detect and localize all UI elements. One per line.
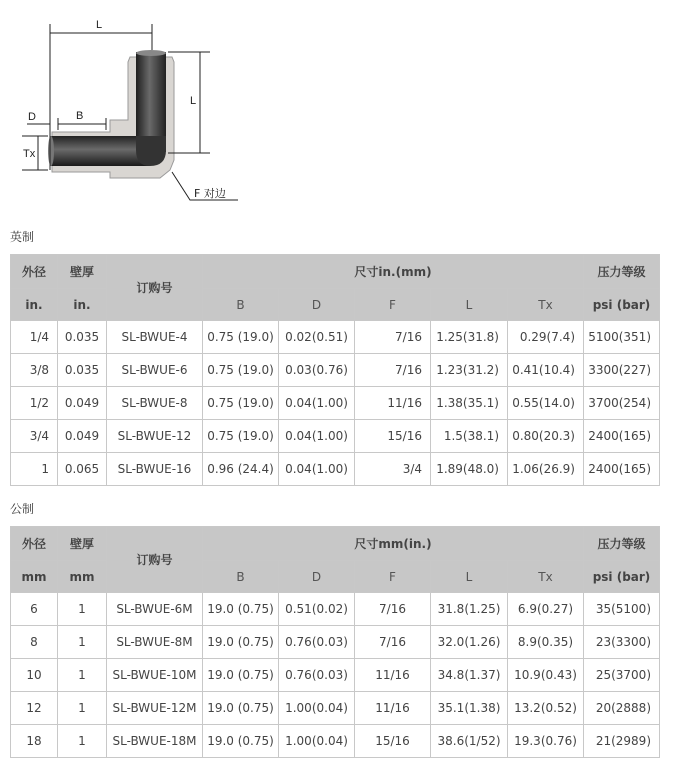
cell-d: 0.04(1.00): [279, 453, 355, 486]
header-dimensions: 尺寸in.(mm): [203, 255, 584, 289]
table-row: [11, 354, 660, 387]
cell-tx: 6.9(0.27): [508, 593, 584, 626]
cell-f: 7/16: [355, 354, 431, 387]
cell-f: 15/16: [355, 725, 431, 758]
table-row: [11, 725, 660, 758]
cell-od: 1/2: [11, 387, 58, 420]
horizontal-tube: [50, 136, 150, 166]
header-od: 外径: [11, 255, 58, 289]
label-D: D: [28, 111, 36, 123]
cell-f: 3/4: [355, 453, 431, 486]
cell-wall: 1: [58, 692, 107, 725]
cell-tx: 19.3(0.76): [508, 725, 584, 758]
cell-tx: 13.2(0.52): [508, 692, 584, 725]
cell-l: 34.8(1.37): [431, 659, 508, 692]
cell-tx: 8.9(0.35): [508, 626, 584, 659]
cell-b: 0.96 (24.4): [203, 453, 279, 486]
header-d: D: [279, 561, 355, 593]
table-row: [11, 420, 660, 453]
header-tx: Tx: [508, 289, 584, 321]
header-od-unit: mm: [11, 561, 58, 593]
table-row: [11, 659, 660, 692]
cell-l: 1.23(31.2): [431, 354, 508, 387]
cell-f: 11/16: [355, 659, 431, 692]
table-row: [11, 692, 660, 725]
cell-d: 0.02(0.51): [279, 321, 355, 354]
cell-od: 18: [11, 725, 58, 758]
cell-wall: 1: [58, 626, 107, 659]
tube-bend: [136, 136, 166, 166]
header-order-no: 订购号: [107, 527, 203, 593]
imperial-spec-table: [10, 254, 660, 486]
cell-od: 8: [11, 626, 58, 659]
cell-od: 1/4: [11, 321, 58, 354]
cell-tx: 1.06(26.9): [508, 453, 584, 486]
header-l: L: [431, 561, 508, 593]
cell-order: SL-BWUE-6M: [107, 593, 203, 626]
cell-d: 1.00(0.04): [279, 725, 355, 758]
header-wall: 壁厚: [58, 255, 107, 289]
cell-od: 12: [11, 692, 58, 725]
cell-b: 19.0 (0.75): [203, 626, 279, 659]
cell-pressure: 20(2888): [584, 692, 660, 725]
header-od-unit: in.: [11, 289, 58, 321]
cell-b: 19.0 (0.75): [203, 659, 279, 692]
cell-b: 19.0 (0.75): [203, 692, 279, 725]
cell-d: 0.04(1.00): [279, 387, 355, 420]
header-od: 外径: [11, 527, 58, 561]
header-f: F: [355, 561, 431, 593]
cell-f: 11/16: [355, 692, 431, 725]
cell-order: SL-BWUE-16: [107, 453, 203, 486]
cell-wall: 0.049: [58, 387, 107, 420]
cell-b: 0.75 (19.0): [203, 420, 279, 453]
cell-d: 0.03(0.76): [279, 354, 355, 387]
header-pressure-unit: psi (bar): [584, 561, 660, 593]
cell-pressure: 21(2989): [584, 725, 660, 758]
cell-wall: 0.049: [58, 420, 107, 453]
cell-pressure: 2400(165): [584, 420, 660, 453]
cell-l: 1.38(35.1): [431, 387, 508, 420]
cell-pressure: 2400(165): [584, 453, 660, 486]
cell-od: 3/4: [11, 420, 58, 453]
cell-tx: 0.55(14.0): [508, 387, 584, 420]
header-b: B: [203, 289, 279, 321]
header-dimensions: 尺寸mm(in.): [203, 527, 584, 561]
header-d: D: [279, 289, 355, 321]
cell-order: SL-BWUE-12: [107, 420, 203, 453]
cell-pressure: 35(5100): [584, 593, 660, 626]
table-row: [11, 453, 660, 486]
cell-wall: 1: [58, 593, 107, 626]
cell-f: 11/16: [355, 387, 431, 420]
cell-d: 0.51(0.02): [279, 593, 355, 626]
cell-order: SL-BWUE-18M: [107, 725, 203, 758]
cell-l: 1.89(48.0): [431, 453, 508, 486]
cell-l: 1.5(38.1): [431, 420, 508, 453]
cell-od: 1: [11, 453, 58, 486]
cell-f: 7/16: [355, 321, 431, 354]
header-pressure: 压力等级: [584, 255, 660, 289]
table-row: [11, 626, 660, 659]
table-row: [11, 593, 660, 626]
cell-b: 0.75 (19.0): [203, 321, 279, 354]
cell-d: 0.76(0.03): [279, 626, 355, 659]
header-tx: Tx: [508, 561, 584, 593]
header-f: F: [355, 289, 431, 321]
cell-order: SL-BWUE-12M: [107, 692, 203, 725]
table-row: [11, 387, 660, 420]
cell-b: 0.75 (19.0): [203, 387, 279, 420]
cell-b: 19.0 (0.75): [203, 725, 279, 758]
label-L-side: L: [190, 95, 197, 107]
label-Tx: Tx: [23, 148, 36, 160]
header-wall-unit: mm: [58, 561, 107, 593]
cell-wall: 1: [58, 659, 107, 692]
cell-pressure: 25(3700): [584, 659, 660, 692]
cell-order: SL-BWUE-6: [107, 354, 203, 387]
cell-od: 6: [11, 593, 58, 626]
header-wall-unit: in.: [58, 289, 107, 321]
cell-tx: 0.80(20.3): [508, 420, 584, 453]
header-pressure-unit: psi (bar): [584, 289, 660, 321]
cell-wall: 0.035: [58, 354, 107, 387]
header-pressure: 压力等级: [584, 527, 660, 561]
cell-tx: 10.9(0.43): [508, 659, 584, 692]
imperial-section-label: 英制: [10, 230, 35, 244]
cell-pressure: 23(3300): [584, 626, 660, 659]
metric-spec-table: [10, 526, 660, 758]
header-l: L: [431, 289, 508, 321]
cell-wall: 0.065: [58, 453, 107, 486]
cell-f: 7/16: [355, 593, 431, 626]
cell-l: 32.0(1.26): [431, 626, 508, 659]
cell-l: 1.25(31.8): [431, 321, 508, 354]
cell-d: 0.76(0.03): [279, 659, 355, 692]
cell-f: 7/16: [355, 626, 431, 659]
cell-pressure: 5100(351): [584, 321, 660, 354]
cell-wall: 0.035: [58, 321, 107, 354]
cell-b: 0.75 (19.0): [203, 354, 279, 387]
header-order-no: 订购号: [107, 255, 203, 321]
cell-pressure: 3700(254): [584, 387, 660, 420]
cell-b: 19.0 (0.75): [203, 593, 279, 626]
elbow-fitting-drawing: [0, 0, 260, 215]
cell-order: SL-BWUE-8M: [107, 626, 203, 659]
cell-d: 0.04(1.00): [279, 420, 355, 453]
metric-section-label: 公制: [10, 502, 35, 516]
header-b: B: [203, 561, 279, 593]
cell-od: 10: [11, 659, 58, 692]
cell-tx: 0.29(7.4): [508, 321, 584, 354]
cell-l: 31.8(1.25): [431, 593, 508, 626]
cell-tx: 0.41(10.4): [508, 354, 584, 387]
label-F: F 对边: [194, 187, 226, 200]
cell-order: SL-BWUE-4: [107, 321, 203, 354]
cell-od: 3/8: [11, 354, 58, 387]
cell-d: 1.00(0.04): [279, 692, 355, 725]
cell-f: 15/16: [355, 420, 431, 453]
header-wall: 壁厚: [58, 527, 107, 561]
table-row: [11, 321, 660, 354]
cell-order: SL-BWUE-10M: [107, 659, 203, 692]
cell-pressure: 3300(227): [584, 354, 660, 387]
label-B: B: [76, 110, 84, 122]
cell-l: 38.6(1/52): [431, 725, 508, 758]
cell-order: SL-BWUE-8: [107, 387, 203, 420]
label-L-top: L: [96, 19, 103, 31]
cell-wall: 1: [58, 725, 107, 758]
cell-l: 35.1(1.38): [431, 692, 508, 725]
